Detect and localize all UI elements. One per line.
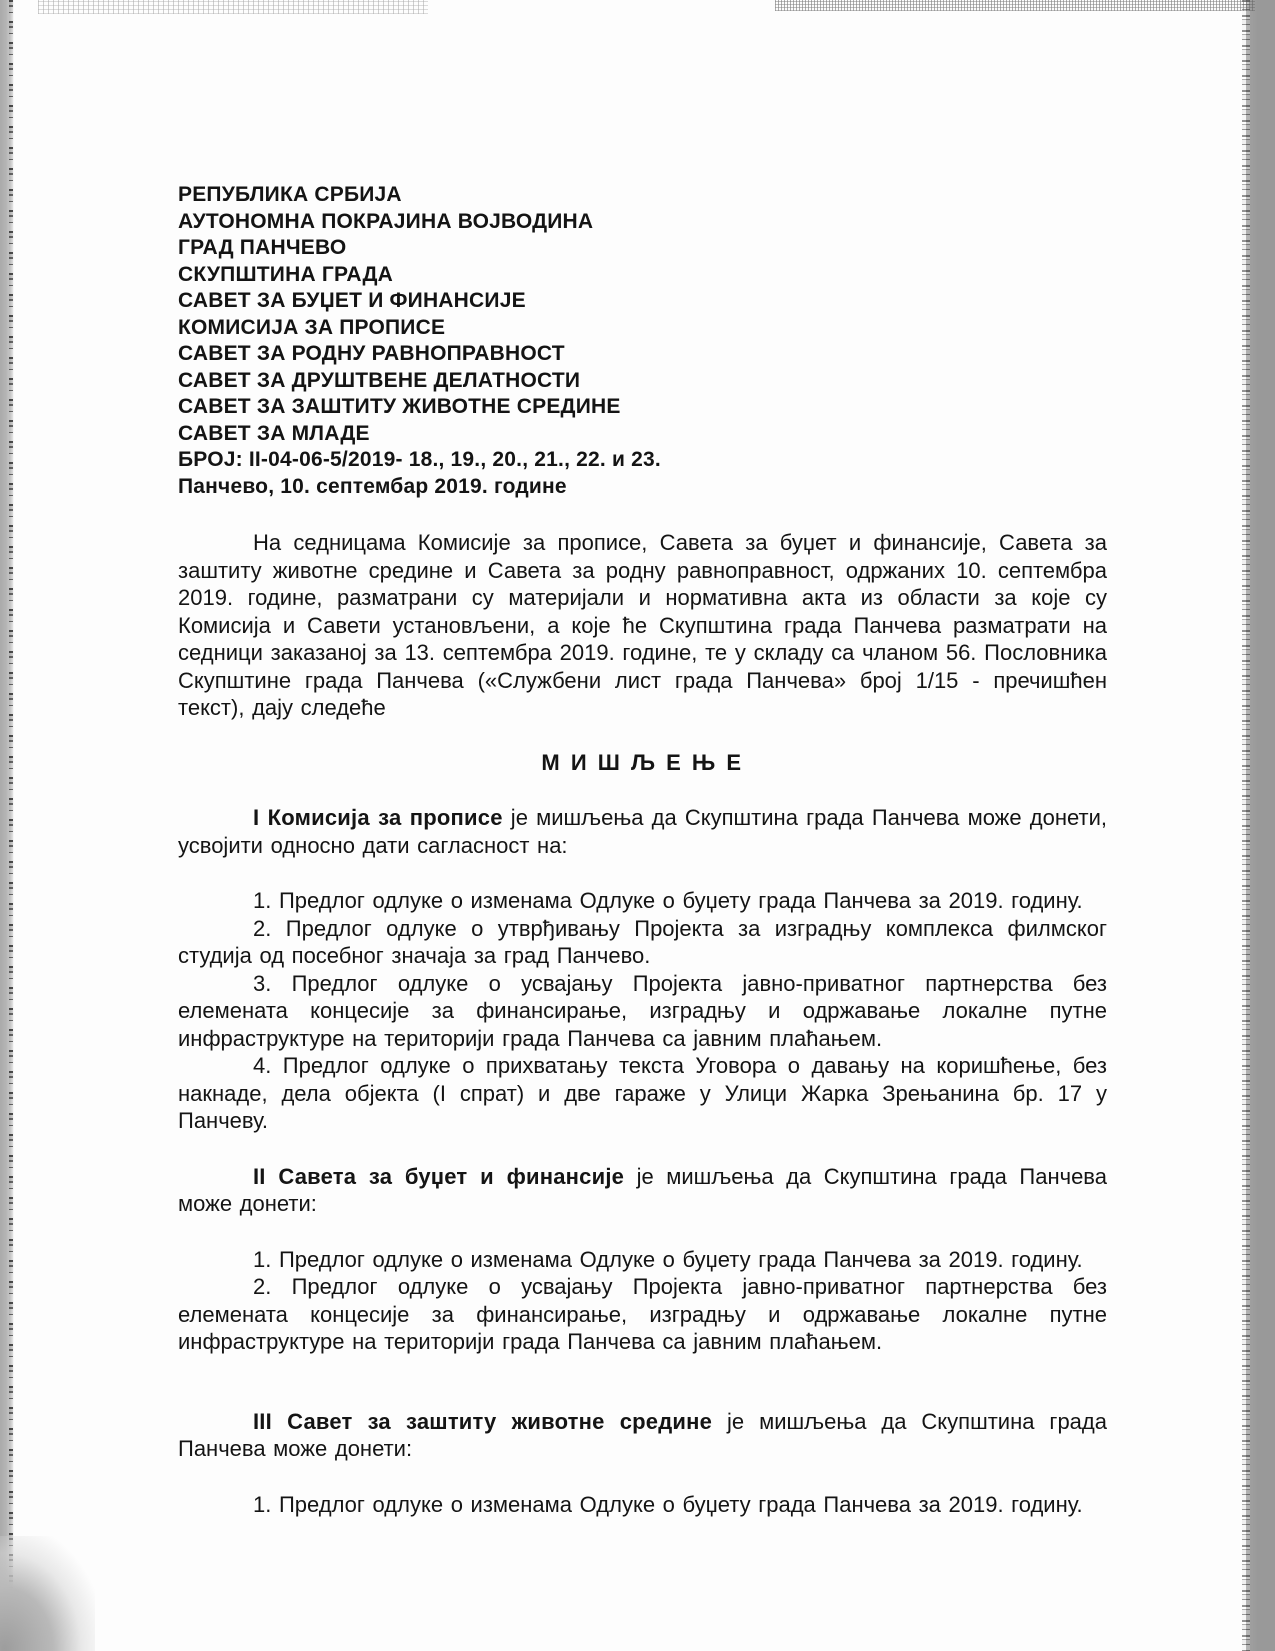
header-line-city: ГРАД ПАНЧЕВО — [178, 236, 347, 259]
header-line-republic: РЕПУБЛИКА СРБИЈА — [178, 183, 402, 206]
section-1-items — [178, 887, 1107, 1135]
header-line-province: АУТОНОМНА ПОКРАЈИНА ВОЈВОДИНА — [178, 209, 594, 233]
section-budget-council — [178, 1163, 1107, 1356]
list-item: 4. Предлог одлуке о прихватању текста Уговора о давању на коришћење, без накнаде, дела објекта (I спрат) и две гараже у Улици Жарка Зрењанина бр. 17 у Панчеву. — [178, 1053, 1107, 1133]
scan-noise-top-right — [775, 0, 1255, 11]
header-line-budget-council: САВЕТ ЗА БУЏЕТ И ФИНАНСИЈЕ — [178, 289, 526, 312]
list-item: 2. Предлог одлуке о утврђивању Пројекта за изградњу комплекса филмског студија од посебног значаја за град Панчево. — [178, 915, 1107, 968]
header-line-social-council: САВЕТ ЗА ДРУШТВЕНЕ ДЕЛАТНОСТИ — [178, 368, 581, 392]
scan-noise-top-left — [38, 0, 428, 14]
list-item: 2. Предлог одлуке о усвајању Пројекта јавно-приватног партнерства без елемената концесије за финансирање, изградњу и одржавање локалне путне инфраструктуре на територији града Панчева са јавним плаћањем. — [178, 1274, 1107, 1354]
header-line-gender-council: САВЕТ ЗА РОДНУ РАВНОПРАВНОСТ — [178, 342, 565, 365]
section-2-title: II Савета за буџет и финансије — [253, 1163, 625, 1189]
header-line-regulations-commission: КОМИСИЈА ЗА ПРОПИСЕ — [178, 315, 446, 339]
scan-edge-right-artifact — [1246, 0, 1275, 1651]
section-3-lead-text: је мишљења да Скупштина града Панчева може донети: — [178, 1408, 1107, 1461]
section-2-lead — [178, 1163, 1107, 1218]
header-line-environment-council: САВЕТ ЗА ЗАШТИТУ ЖИВОТНЕ СРЕДИНЕ — [178, 395, 621, 418]
list-item: 1. Предлог одлуке о изменама Одлуке о буџету града Панчева за 2019. годину. — [253, 888, 1083, 913]
section-3-lead — [178, 1408, 1107, 1463]
list-item: 3. Предлог одлуке о усвајању Пројекта јавно-приватног партнерства без елемената концесије за финансирање, изградњу и одржавање локалне путне инфраструктуре на територији града Панчева са јавним плаћањем. — [178, 970, 1107, 1051]
section-1-lead-text: је мишљења да Скупштина града Панчева може донети, усвојити односно дати сагласност на: — [178, 805, 1108, 858]
section-2-items — [178, 1246, 1107, 1356]
header-line-assembly: СКУПШТИНА ГРАДА — [178, 262, 393, 286]
scan-smudge-bottom-left — [0, 1536, 95, 1651]
header-line-place-date: Панчево, 10. септембар 2019. године — [178, 474, 567, 498]
intro-paragraph: На седницама Комисије за прописе, Савета за буџет и финансије, Савета за заштиту животне средине и Савета за родну равноправност, одржаних 10. септембра 2019. године, разматрани су материјали и нормативна акта из области за које су Комисија и Савети установљени, а које ће Скупштина града Панчева разматрати на седници заказаној за 13. септембра 2019. године, те у складу са чланом 56. Пословника Скупштине града Панчева («Службени лист града Панчева» број 1/15 - пречишћен текст), дају следеће — [178, 530, 1107, 720]
section-environment-council — [178, 1408, 1107, 1519]
header-line-youth-council: САВЕТ ЗА МЛАДЕ — [178, 421, 370, 445]
header-line-case-number: БРОЈ: II-04-06-5/2019- 18., 19., 20., 21., 22. и 23. — [178, 448, 661, 471]
section-1-lead — [178, 804, 1107, 859]
document-content — [178, 182, 1107, 1518]
list-item: 1. Предлог одлуке о изменама Одлуке о буџету града Панчева за 2019. годину. — [253, 1491, 1083, 1517]
section-3-items — [178, 1491, 1107, 1519]
section-commission-regulations — [178, 804, 1107, 1135]
document-header — [178, 182, 1107, 500]
section-3-title: III Савет за заштиту животне средине — [253, 1408, 713, 1434]
opinion-heading: М И Ш Љ Е Њ Е — [541, 749, 744, 775]
list-item: 1. Предлог одлуке о изменама Одлуке о буџету града Панчева за 2019. годину. — [253, 1246, 1083, 1272]
section-2-lead-text: је мишљења да Скупштина града Панчева може донети: — [178, 1163, 1107, 1216]
scan-edge-left-artifact — [0, 0, 14, 1651]
scan-edge-right-noise-artifact — [1242, 0, 1250, 1651]
section-1-title: I Комисија за прописе — [253, 805, 503, 830]
